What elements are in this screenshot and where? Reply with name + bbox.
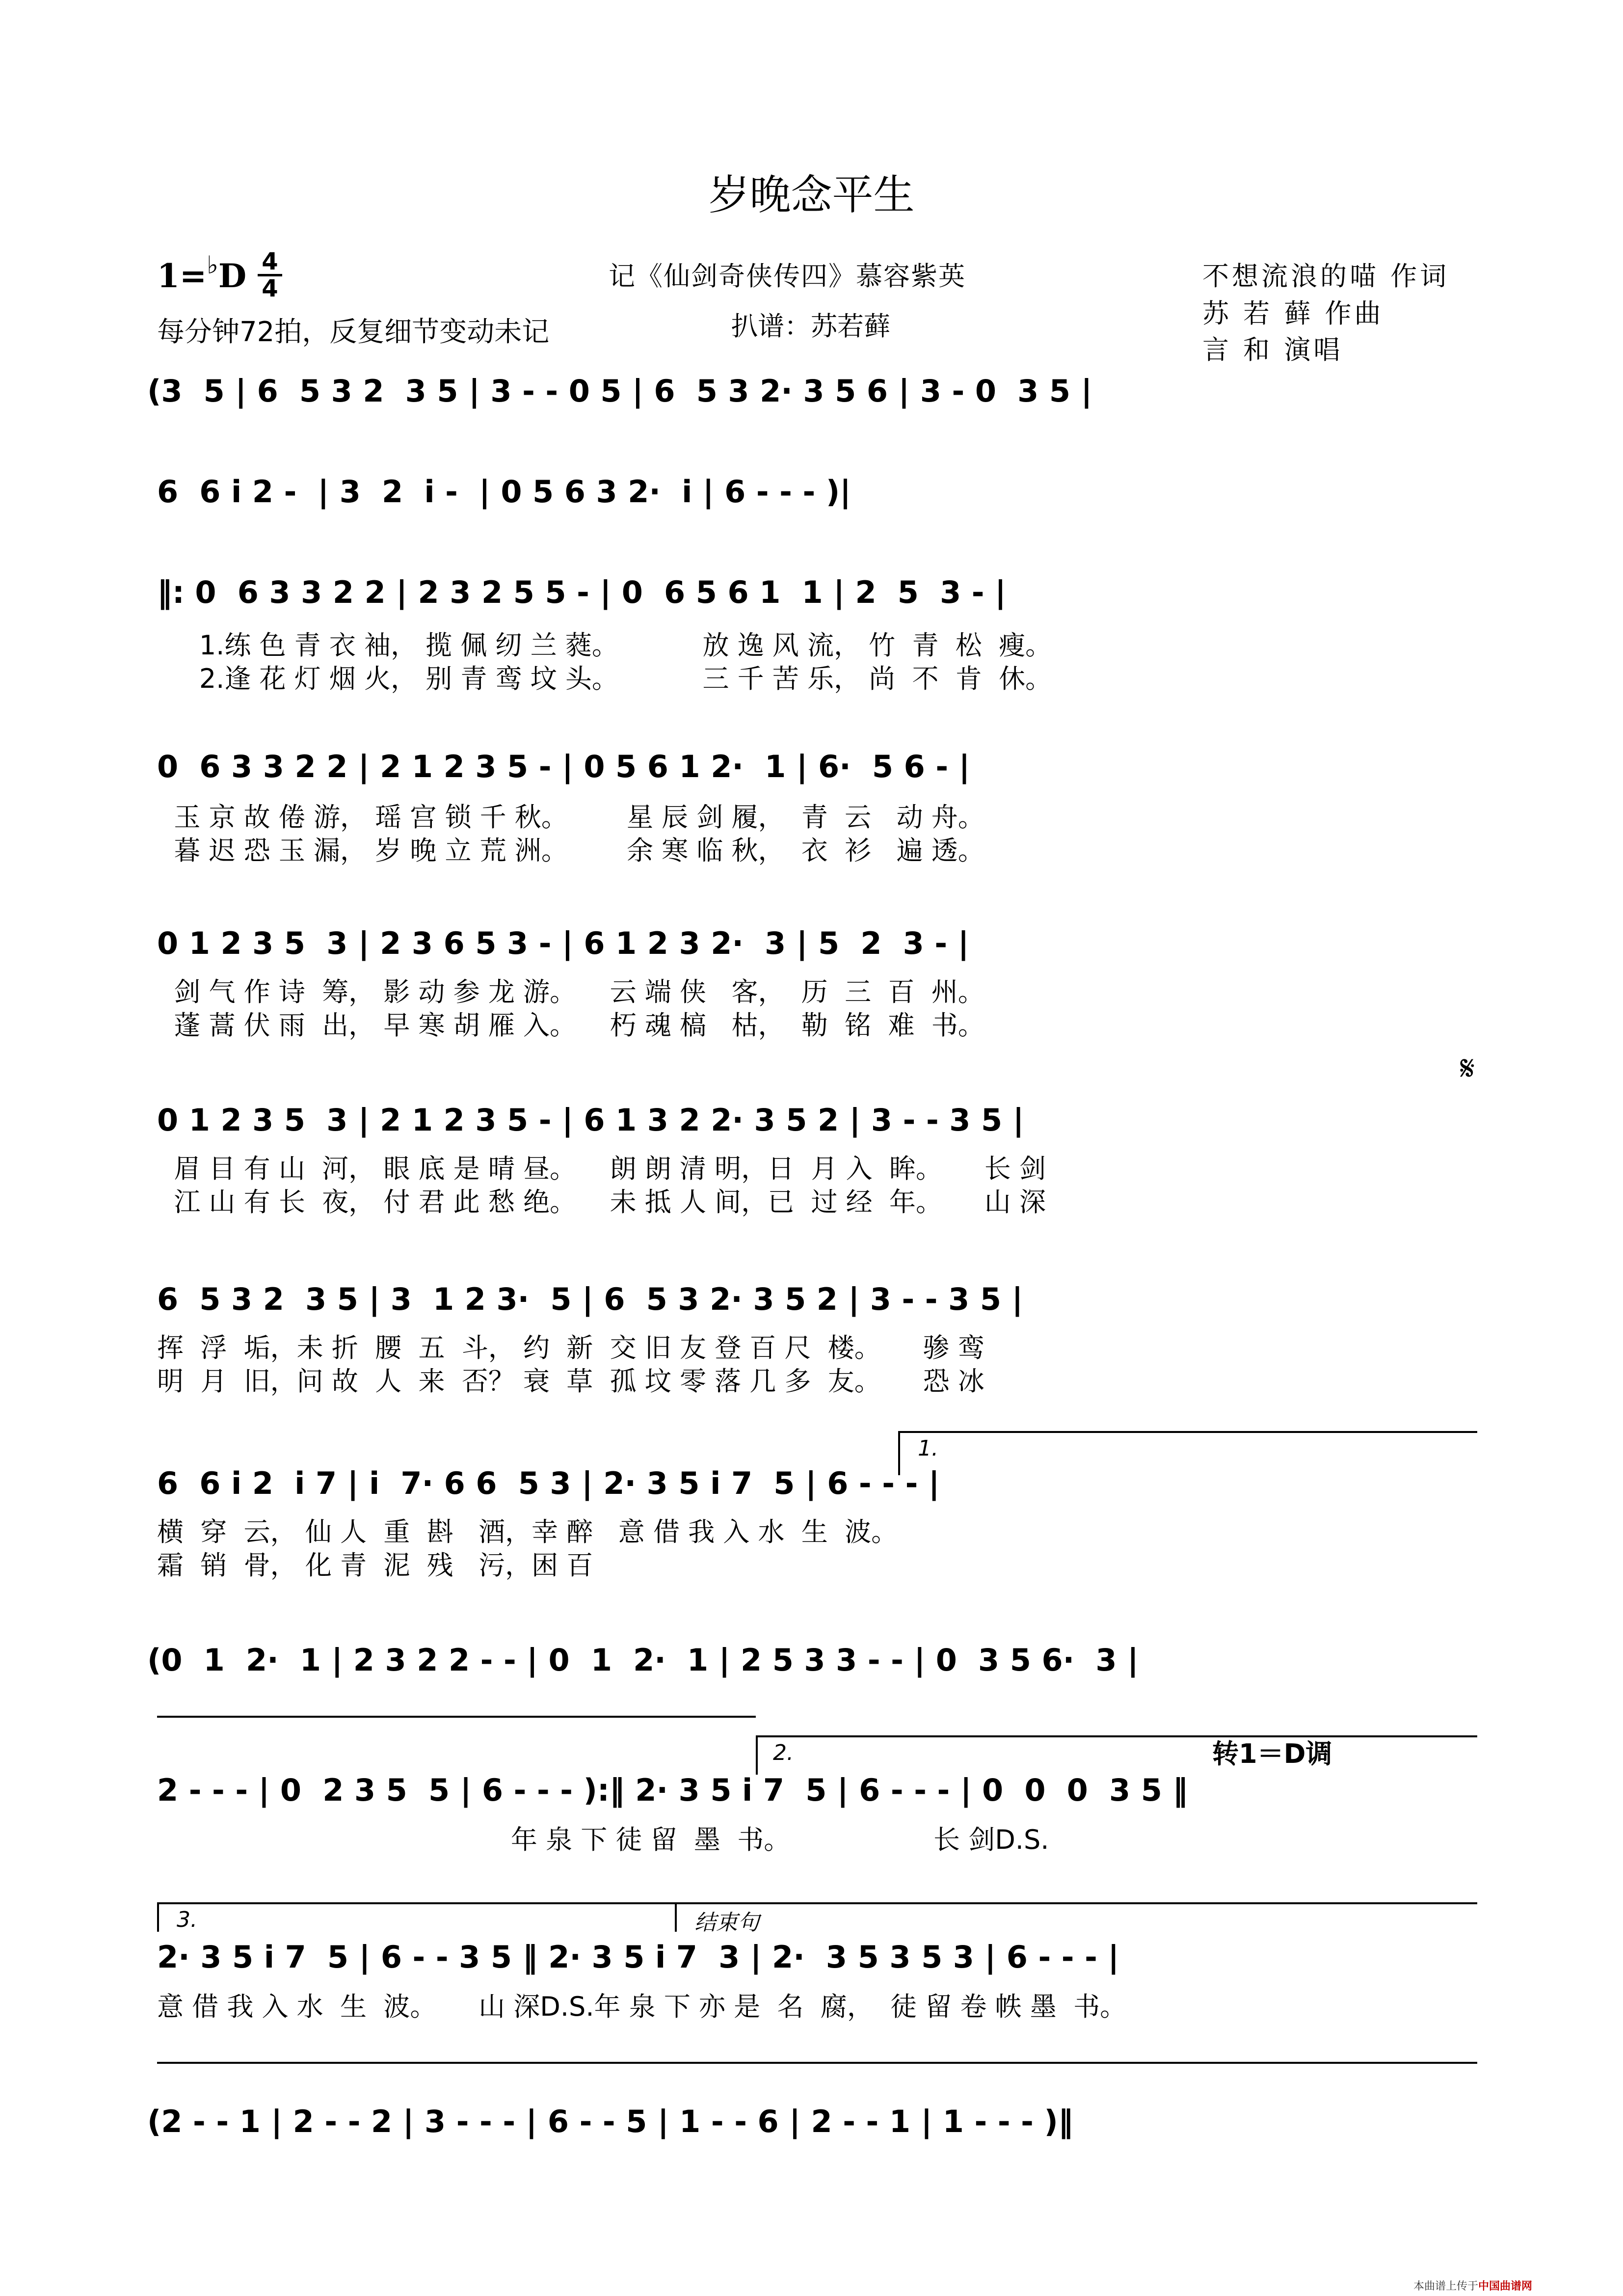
system-6-notes: 0 1 2 3 5 3 | 2 1 2 3 5 - | 6 1 3 2 2· 3 5 2 | 3 - - 3 5 |	[157, 1102, 1024, 1138]
key-prefix: 1=	[157, 257, 207, 295]
credit-lyricist: 不想流浪的喵 作词	[1202, 261, 1450, 292]
modulation-mark: 转1＝D调	[1212, 1738, 1332, 1769]
volta-3-bracket-end	[157, 1902, 159, 1932]
system-10-notes: 2 - - - | 0 2 3 5 5 | 6 - - - ):‖ 2· 3 5 i 7 5 | 6 - - - | 0 0 0 3 5 ‖	[157, 1772, 1188, 1808]
volta-1-label: 1.	[918, 1436, 938, 1461]
volta-2-label: 2.	[773, 1740, 794, 1765]
system-5-lyric-1: 剑 气 作 诗 筹， 影 动 参 龙 游。 云 端 侠 客， 历 三 百 州。	[157, 976, 984, 1007]
system-7-notes: 6 5 3 2 3 5 | 3 1 2 3· 5 | 6 5 3 2· 3 5 2 | 3 - - 3 5 |	[157, 1281, 1023, 1317]
key-note: D	[218, 257, 247, 295]
segno-sign: 𝄋	[1460, 1048, 1475, 1088]
flat-symbol: ♭	[207, 250, 218, 279]
system-10-lyric-1: 年 泉 下 徒 留 墨 书。 长 剑D.S.	[157, 1824, 1049, 1855]
ending-label: 结束句	[694, 1910, 759, 1935]
system-5-lyric-2: 蓬 蒿 伏 雨 出， 早 寒 胡 雁 入。 朽 魂 槁 枯， 勒 铭 难 书。	[157, 1010, 984, 1041]
page-title: 岁晚念平生	[708, 171, 915, 219]
time-signature	[258, 249, 282, 301]
credit-singer: 言 和 演唱	[1202, 334, 1343, 365]
meter-bottom: 4	[258, 274, 282, 301]
system-12-notes: (2 - - 1 | 2 - - 2 | 3 - - - | 6 - - 5 | 1 - - 6 | 2 - - 1 | 1 - - - )‖	[147, 2104, 1073, 2139]
footer-brand[interactable]: 中国曲谱网	[1478, 2280, 1533, 2293]
system-4-notes: 0 6 3 3 2 2 | 2 1 2 3 5 - | 0 5 6 1 2· 1 | 6· 5 6 - |	[157, 749, 970, 784]
system-3-notes: ‖: 0 6 3 3 2 2 | 2 3 2 5 5 - | 0 6 5 6 1 1 | 2 5 3 - |	[157, 574, 1006, 610]
upper-divider	[157, 1716, 756, 1718]
subtitle: 记《仙剑奇侠传四》慕容紫英	[609, 261, 966, 292]
volta-2-bracket-end	[756, 1735, 758, 1775]
system-7-lyric-1: 挥 浮 垢，未 折 腰 五 斗， 约 新 交 旧 友 登 百 尺 楼。 骖 鸾	[157, 1332, 984, 1363]
volta-3-bracket	[157, 1902, 1477, 1904]
volta-3-label: 3.	[177, 1907, 197, 1932]
tempo-note: 每分钟72拍，反复细节变动未记	[157, 316, 550, 348]
volta-1-bracket	[898, 1431, 1477, 1433]
credit-composer: 苏 若 藓 作曲	[1202, 298, 1384, 329]
lower-divider	[157, 2062, 1477, 2064]
system-11-notes: 2· 3 5 i 7 5 | 6 - - 3 5 ‖ 2· 3 5 i 7 3 | 2· 3 5 3 5 3 | 6 - - - |	[157, 1939, 1119, 1975]
volta-2-bracket	[756, 1735, 1477, 1737]
ending-bracket-start	[675, 1902, 677, 1932]
key-signature	[157, 250, 246, 295]
system-4-lyric-1: 玉 京 故 倦 游， 瑶 宫 锁 千 秋。 星 辰 剑 履， 青 云 动 舟。	[157, 802, 984, 833]
system-4-lyric-2: 暮 迟 恐 玉 漏， 岁 晚 立 荒 洲。 余 寒 临 秋， 衣 衫 遍 透。	[157, 835, 984, 866]
meter-top: 4	[262, 248, 278, 275]
transcriber: 扒谱：苏若藓	[731, 311, 890, 342]
system-7-lyric-2: 明 月 旧，问 故 人 来 否？ 衰 草 孤 坟 零 落 几 多 友。 恐 冰	[157, 1366, 984, 1397]
system-6-lyric-1: 眉 目 有 山 河， 眼 底 是 晴 昼。 朗 朗 清 明，日 月 入 眸。 长 剑	[157, 1153, 1046, 1184]
system-3-lyric-2: 2.逢 花 灯 烟 火， 别 青 鸾 坟 头。 三 千 苦 乐， 尚 不 肯 休。	[157, 663, 1052, 694]
system-8-notes: 6 6 i 2 i 7 | i 7· 6 6 5 3 | 2· 3 5 i 7 5 | 6 - - - |	[157, 1465, 940, 1501]
system-9-notes: (0 1 2· 1 | 2 3 2 2 - - | 0 1 2· 1 | 2 5 3 3 - - | 0 3 5 6· 3 |	[147, 1642, 1139, 1678]
system-8-lyric-1: 横 穿 云， 仙 人 重 斟 酒，幸 醉 意 借 我 入 水 生 波。	[157, 1516, 898, 1547]
system-3-lyric-1: 1.练 色 青 衣 袖， 揽 佩 纫 兰 蕤。 放 逸 风 流， 竹 青 松 瘦。	[157, 630, 1052, 661]
system-5-notes: 0 1 2 3 5 3 | 2 3 6 5 3 - | 6 1 2 3 2· 3 | 5 2 3 - |	[157, 925, 969, 961]
system-6-lyric-2: 江 山 有 长 夜， 付 君 此 愁 绝。 未 抵 人 间，已 过 经 年。 山 深	[157, 1187, 1046, 1217]
system-11-lyric-1: 意 借 我 入 水 生 波。 山 深D.S.年 泉 下 亦 是 名 腐， 徒 留 卷 帙 墨 书。	[157, 1991, 1127, 2022]
system-8-lyric-2: 霜 销 骨， 化 青 泥 残 污，困 百	[157, 1550, 593, 1581]
system-1-notes: (3 5 | 6 5 3 2 3 5 | 3 - - 0 5 | 6 5 3 2· 3 5 6 | 3 - 0 3 5 |	[147, 373, 1092, 409]
footer-credit	[1413, 2278, 1532, 2293]
system-2-notes: 6 6 i 2 - | 3 2 i - | 0 5 6 3 2· i | 6 - - - )|	[157, 474, 851, 510]
footer-prefix: 本曲谱上传于	[1413, 2280, 1479, 2293]
